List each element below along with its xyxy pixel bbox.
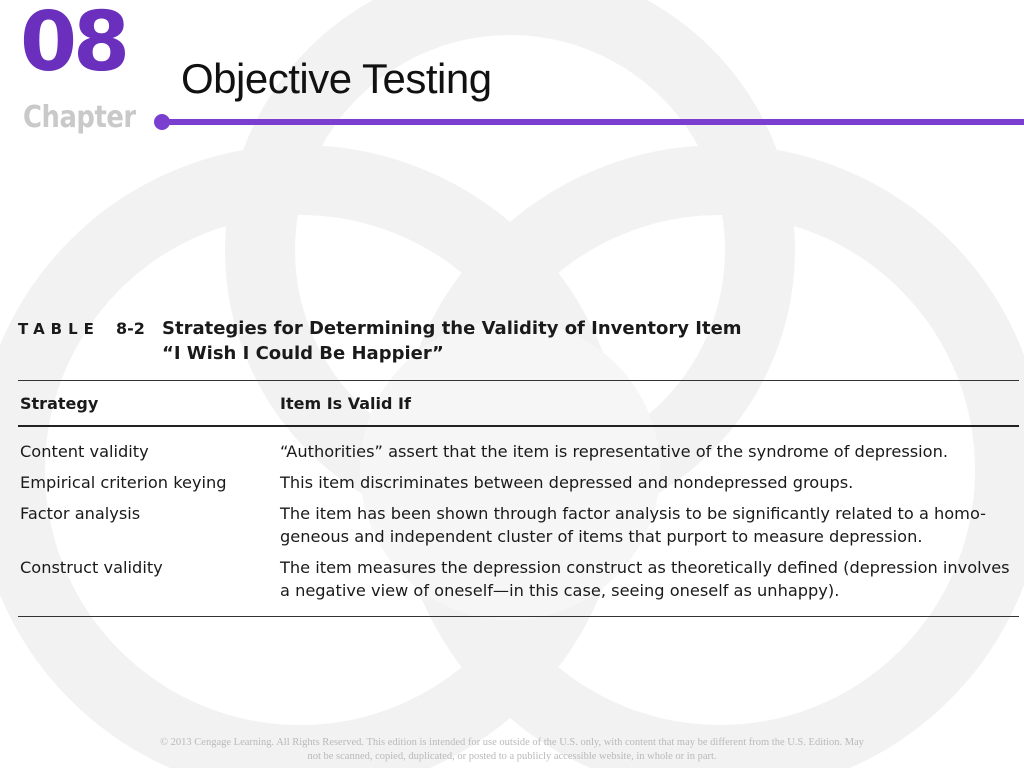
table-title-line: Strategies for Determining the Validity of Inventory Item (162, 318, 742, 339)
table-row (18, 471, 1019, 494)
valid-if-cell: The item measures the depression construct as theoretically defined (depression involves a negative view of oneself—in this case, seeing oneself as unhappy). (280, 558, 1010, 600)
title-underline-dot (154, 114, 170, 130)
table-bottom-rule (18, 616, 1019, 617)
strategy-cell: Factor analysis (20, 504, 141, 523)
strategy-cell: Empirical criterion keying (20, 473, 227, 492)
strategy-cell: Construct validity (20, 558, 163, 577)
column-header-valid-if: Item Is Valid If (280, 393, 411, 413)
valid-if-cell: This item discriminates between depressed and nondepressed groups. (280, 473, 854, 492)
chapter-number: 08 (20, 0, 127, 90)
table-row (18, 440, 1019, 463)
table-number: 8-2 (116, 319, 145, 338)
table-body (18, 427, 1019, 616)
table-row (18, 556, 1019, 602)
valid-if-cell: The item has been shown through factor analysis to be significantly related to a homo-geneous and independent cluster of items that purport to measure depression. (280, 504, 986, 546)
slide-title: Objective Testing (181, 55, 492, 102)
table-header-row (18, 381, 1019, 425)
table-label: TABLE (18, 320, 100, 338)
chapter-label: Chapter (23, 100, 136, 135)
table-row (18, 502, 1019, 548)
footer-line: not be scanned, copied, duplicated, or posted to a publicly accessible website, in whole or in part. (307, 751, 717, 762)
strategy-cell: Content validity (20, 442, 149, 461)
validity-table (18, 316, 1019, 617)
column-header-strategy: Strategy (20, 393, 99, 413)
footer-line: © 2013 Cengage Learning. All Rights Reserved. This edition is intended for use outside of the U.S. only, with content that may be different from the U.S. Edition. May (160, 737, 864, 748)
title-underline (162, 119, 1024, 125)
table-title-line: “I Wish I Could Be Happier” (162, 343, 444, 364)
table-title (162, 316, 742, 366)
valid-if-cell: “Authorities” assert that the item is representative of the syndrome of depression. (280, 442, 948, 461)
copyright-footer (0, 736, 1024, 764)
table-caption (18, 316, 1019, 366)
